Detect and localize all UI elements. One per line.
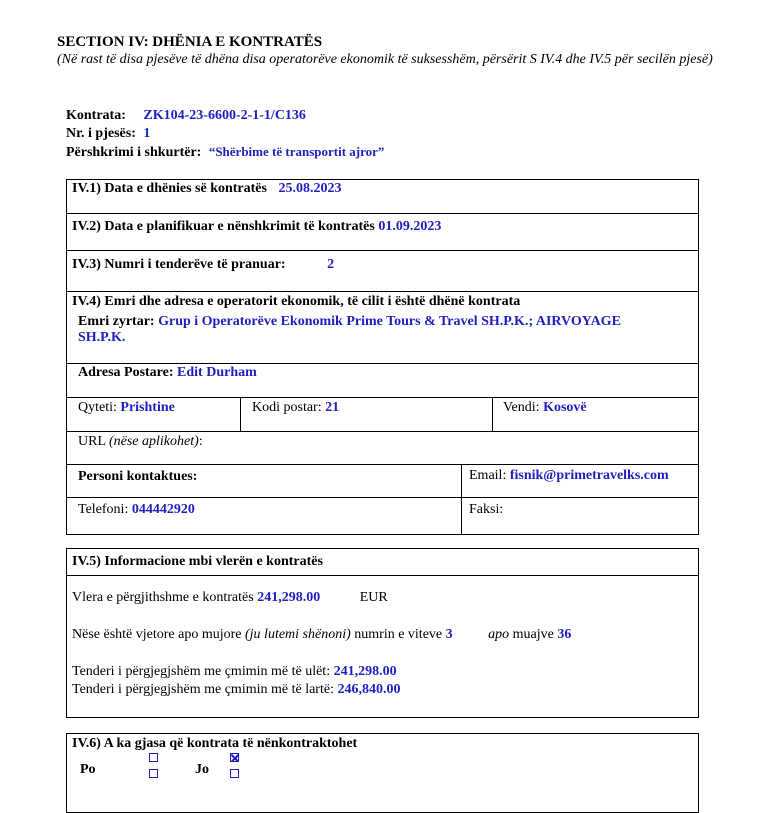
years-text-2: numrin e viteve	[354, 627, 443, 642]
yes-checkbox-upper[interactable]	[149, 753, 158, 762]
email-label: Email	[469, 468, 503, 483]
iv1-value: 25.08.2023	[278, 181, 342, 196]
lowest-row	[72, 664, 397, 680]
city-value: Prishtine	[120, 400, 175, 415]
country-value: Kosovë	[543, 400, 587, 415]
iv1-row	[72, 181, 341, 197]
iv4-label: IV.4) Emri dhe adresa e operatorit ekonomik, të cilit i është dhënë kontrata	[72, 294, 521, 309]
years-text-1: Nëse është vjetore apo mujore	[72, 627, 242, 642]
email-value: fisnik@primetravelks.com	[509, 468, 669, 483]
part-label: Nr. i pjesës	[66, 126, 132, 141]
contract-label: Kontrata:	[66, 108, 126, 123]
section-note: (Në rast të disa pjesëve të dhëna disa operatorëve ekonomik të suksesshëm, përsërit S IV.4 dhe IV.5 për secilën pjesë)	[57, 52, 713, 67]
iv2-value: 01.09.2023	[378, 219, 442, 234]
desc-value: “Shërbime të transportit ajror”	[208, 144, 385, 159]
phone-cell: Telefoni: 044442920	[78, 502, 195, 517]
iv3-label: IV.3) Numri i tenderëve të pranuar:	[72, 257, 286, 272]
months-value: 36	[557, 627, 572, 642]
iv3-value: 2	[327, 257, 335, 272]
yes-label: Po	[80, 762, 96, 777]
iv3-row	[72, 257, 334, 273]
desc-label: Përshkrimi i shkurtër:	[66, 145, 202, 160]
contract-line	[66, 108, 306, 124]
contact-label: Personi kontaktues:	[78, 469, 198, 484]
country-cell: Vendi: Kosovë	[503, 400, 587, 415]
total-value: 241,298.00	[257, 590, 321, 605]
or-label: apo	[488, 627, 510, 642]
iv2-row	[72, 219, 441, 235]
official-name-label: Emri zyrtar	[78, 314, 150, 329]
total-label: Vlera e përgjithshme e kontratës	[72, 590, 254, 605]
no-checkbox[interactable]	[230, 769, 239, 778]
iv6-label: IV.6) A ka gjasa që kontrata të nënkontraktohet	[72, 736, 358, 751]
official-name-value-2: SH.P.K.	[78, 330, 126, 345]
iv2-label: IV.2) Data e planifikuar e nënshkrimit të kontratës	[72, 219, 375, 234]
city-label: Qyteti	[78, 400, 113, 415]
years-value: 3	[445, 627, 453, 642]
months-label: muajve	[512, 627, 554, 642]
postal-cell: Kodi postar: 21	[252, 400, 340, 415]
highest-label: Tenderi i përgjegjshëm me çmimin më të lartë:	[72, 682, 334, 697]
total-row	[72, 590, 388, 606]
country-label: Vendi	[503, 400, 536, 415]
phone-value: 044442920	[131, 502, 195, 517]
years-row	[72, 627, 571, 643]
phone-label: Telefoni	[78, 502, 125, 517]
contract-value: ZK104-23-6600-2-1-1/C136	[143, 108, 306, 123]
desc-line	[66, 144, 384, 161]
iv5-label: IV.5) Informacione mbi vlerën e kontratës	[72, 554, 323, 569]
postal-label: Kodi postar	[252, 400, 318, 415]
yes-checkbox[interactable]	[149, 769, 158, 778]
part-value: 1	[143, 126, 151, 141]
section-title: SECTION IV: DHËNIA E KONTRATËS	[57, 34, 323, 50]
lowest-label: Tenderi i përgjegjshëm me çmimin më të ulët:	[72, 664, 331, 679]
lowest-value: 241,298.00	[333, 664, 397, 679]
url-label: URL	[78, 434, 106, 449]
fax-label: Faksi:	[469, 502, 504, 517]
city-cell: Qyteti: Prishtine	[78, 400, 175, 415]
address-value: Edit Durham	[177, 365, 257, 380]
highest-value: 246,840.00	[337, 682, 401, 697]
highest-row	[72, 682, 400, 698]
official-name: Emri zyrtar: Grup i Operatorëve Ekonomik Prime Tours & Travel SH.P.K.; AIRVOYAGE SH.P.K.	[78, 314, 621, 345]
no-label: Jo	[195, 762, 209, 777]
part-line: Nr. i pjesës: 1	[66, 126, 151, 141]
address-row: Adresa Postare: Edit Durham	[78, 365, 257, 380]
years-note: (ju lutemi shënoni)	[245, 627, 351, 642]
iv1-label: IV.1) Data e dhënies së kontratës	[72, 181, 267, 196]
currency: EUR	[359, 590, 388, 605]
postal-value: 21	[325, 400, 340, 415]
email-cell: Email: fisnik@primetravelks.com	[469, 468, 669, 483]
official-name-value-1: Grup i Operatorëve Ekonomik Prime Tours & Travel SH.P.K.; AIRVOYAGE	[158, 314, 621, 329]
no-checkbox-checked[interactable]	[230, 753, 239, 762]
address-label: Adresa Postare	[78, 365, 169, 380]
url-note: (nëse aplikohet)	[108, 434, 199, 449]
url-row: URL (nëse aplikohet):	[78, 434, 203, 449]
